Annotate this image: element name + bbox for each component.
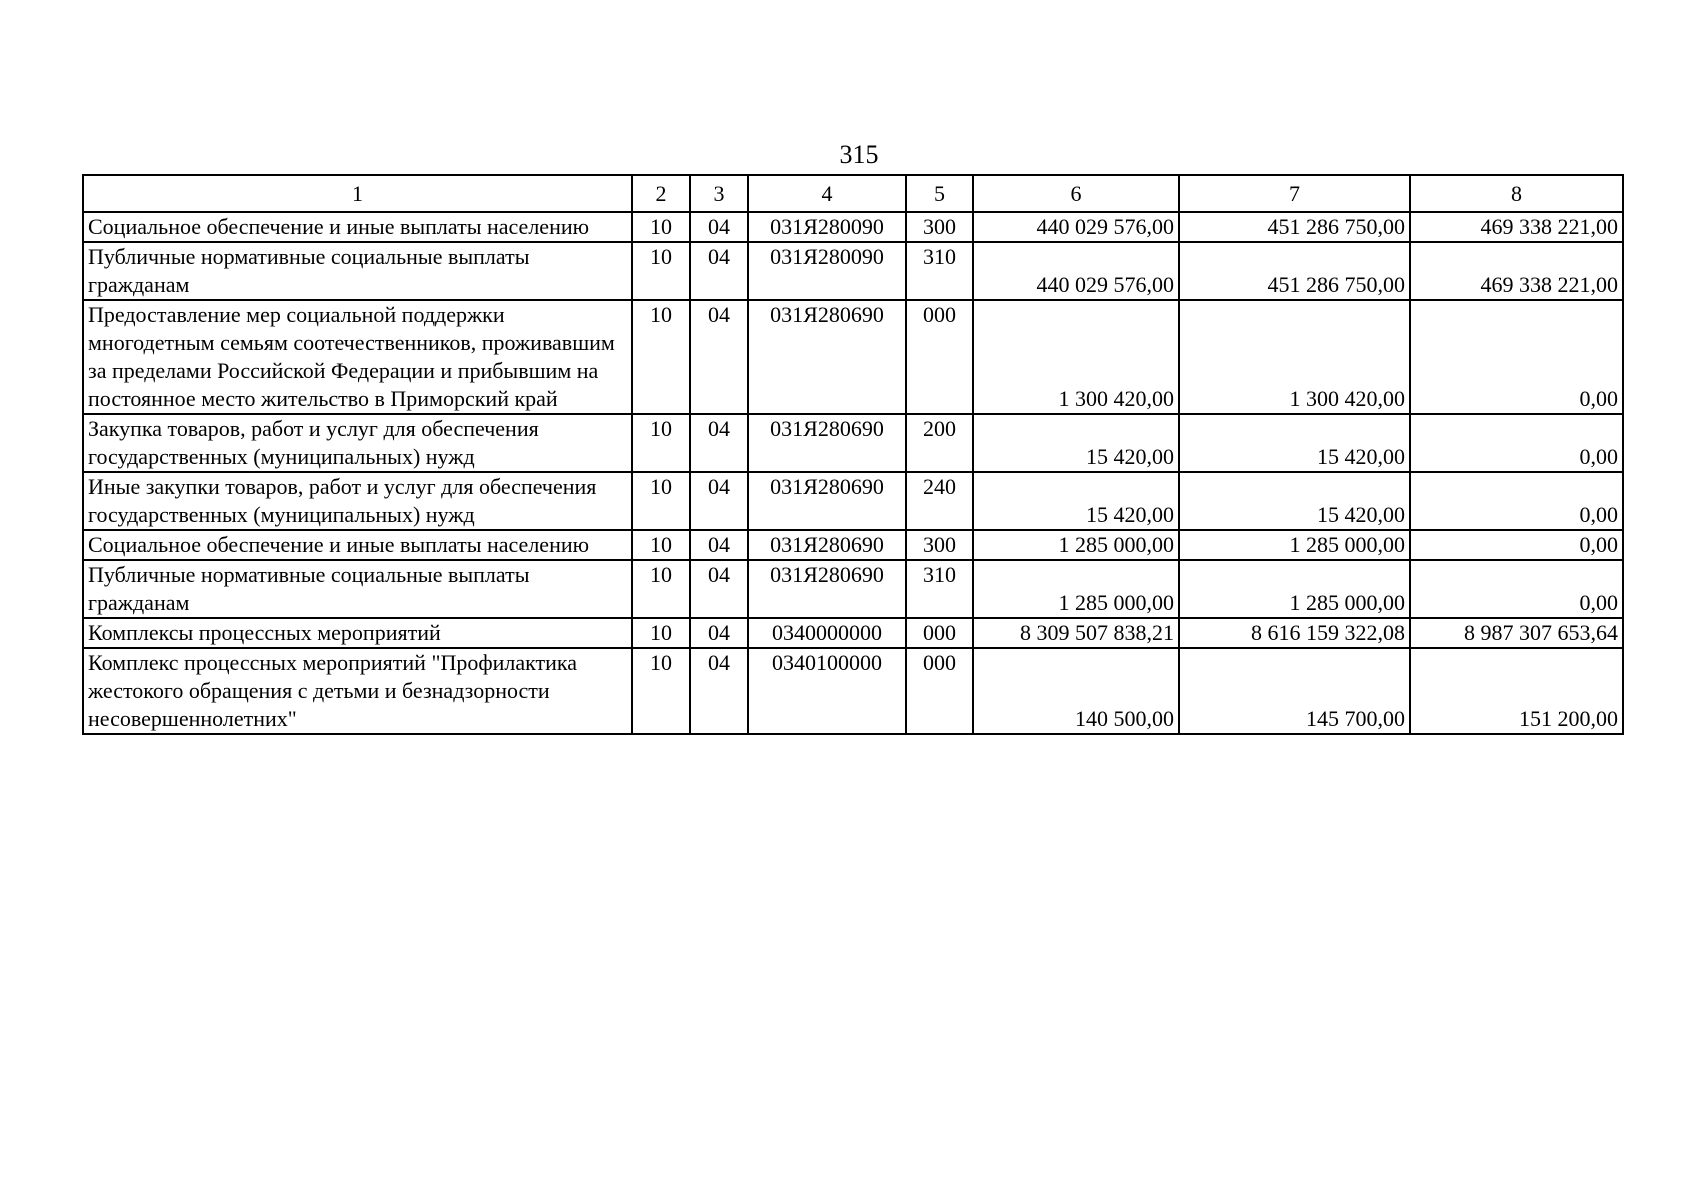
amount-year-2-cell: 15 420,00 — [1179, 414, 1410, 472]
expense-type-cell: 200 — [906, 414, 973, 472]
table-row — [83, 472, 1623, 530]
amount-year-3-cell: 469 338 221,00 — [1410, 212, 1623, 242]
amount-year-1-cell: 15 420,00 — [973, 414, 1179, 472]
section-cell: 10 — [632, 648, 690, 734]
table-row — [83, 560, 1623, 618]
target-article-cell: 031Я280090 — [748, 242, 906, 300]
target-article-cell: 031Я280090 — [748, 212, 906, 242]
expense-type-cell: 300 — [906, 530, 973, 560]
expense-type-cell: 310 — [906, 560, 973, 618]
amount-year-3-cell: 0,00 — [1410, 300, 1623, 414]
expense-type-cell: 240 — [906, 472, 973, 530]
target-article-cell: 031Я280690 — [748, 560, 906, 618]
name-cell: Публичные нормативные социальные выплаты гражданам — [83, 242, 632, 300]
table-row — [83, 242, 1623, 300]
column-header-6: 6 — [973, 175, 1179, 212]
amount-year-2-cell: 8 616 159 322,08 — [1179, 618, 1410, 648]
name-cell: Комплекс процессных мероприятий "Профилактика жестокого обращения с детьми и безнадзорности несовершеннолетних" — [83, 648, 632, 734]
name-cell: Социальное обеспечение и иные выплаты населению — [83, 530, 632, 560]
amount-year-1-cell: 140 500,00 — [973, 648, 1179, 734]
section-cell: 10 — [632, 300, 690, 414]
target-article-cell: 031Я280690 — [748, 472, 906, 530]
name-cell: Иные закупки товаров, работ и услуг для обеспечения государственных (муниципальных) нужд — [83, 472, 632, 530]
table-row — [83, 414, 1623, 472]
amount-year-3-cell: 469 338 221,00 — [1410, 242, 1623, 300]
amount-year-1-cell: 1 285 000,00 — [973, 560, 1179, 618]
column-header-4: 4 — [748, 175, 906, 212]
page-number: 315 — [839, 140, 879, 169]
expense-type-cell: 000 — [906, 618, 973, 648]
amount-year-2-cell: 145 700,00 — [1179, 648, 1410, 734]
target-article-cell: 0340000000 — [748, 618, 906, 648]
expense-type-cell: 000 — [906, 300, 973, 414]
target-article-cell: 031Я280690 — [748, 414, 906, 472]
amount-year-2-cell: 451 286 750,00 — [1179, 242, 1410, 300]
subsection-cell: 04 — [690, 472, 748, 530]
section-cell: 10 — [632, 560, 690, 618]
name-cell: Публичные нормативные социальные выплаты гражданам — [83, 560, 632, 618]
target-article-cell: 0340100000 — [748, 648, 906, 734]
amount-year-3-cell: 151 200,00 — [1410, 648, 1623, 734]
section-cell: 10 — [632, 212, 690, 242]
amount-year-3-cell: 0,00 — [1410, 560, 1623, 618]
column-header-1: 1 — [83, 175, 632, 212]
amount-year-1-cell: 1 285 000,00 — [973, 530, 1179, 560]
section-cell: 10 — [632, 242, 690, 300]
subsection-cell: 04 — [690, 242, 748, 300]
amount-year-1-cell: 440 029 576,00 — [973, 212, 1179, 242]
amount-year-2-cell: 451 286 750,00 — [1179, 212, 1410, 242]
table-row — [83, 212, 1623, 242]
target-article-cell: 031Я280690 — [748, 300, 906, 414]
subsection-cell: 04 — [690, 618, 748, 648]
section-cell: 10 — [632, 618, 690, 648]
subsection-cell: 04 — [690, 414, 748, 472]
amount-year-2-cell: 1 285 000,00 — [1179, 530, 1410, 560]
section-cell: 10 — [632, 472, 690, 530]
amount-year-1-cell: 8 309 507 838,21 — [973, 618, 1179, 648]
expense-type-cell: 310 — [906, 242, 973, 300]
amount-year-1-cell: 1 300 420,00 — [973, 300, 1179, 414]
target-article-cell: 031Я280690 — [748, 530, 906, 560]
amount-year-3-cell: 0,00 — [1410, 530, 1623, 560]
column-header-2: 2 — [632, 175, 690, 212]
amount-year-1-cell: 440 029 576,00 — [973, 242, 1179, 300]
section-cell: 10 — [632, 530, 690, 560]
subsection-cell: 04 — [690, 300, 748, 414]
table-row — [83, 530, 1623, 560]
subsection-cell: 04 — [690, 648, 748, 734]
section-cell: 10 — [632, 414, 690, 472]
amount-year-2-cell: 1 300 420,00 — [1179, 300, 1410, 414]
budget-table — [82, 174, 1624, 735]
subsection-cell: 04 — [690, 560, 748, 618]
subsection-cell: 04 — [690, 530, 748, 560]
amount-year-3-cell: 0,00 — [1410, 472, 1623, 530]
amount-year-2-cell: 1 285 000,00 — [1179, 560, 1410, 618]
column-header-7: 7 — [1179, 175, 1410, 212]
table-header-row — [83, 175, 1623, 212]
column-header-3: 3 — [690, 175, 748, 212]
column-header-5: 5 — [906, 175, 973, 212]
amount-year-3-cell: 0,00 — [1410, 414, 1623, 472]
amount-year-1-cell: 15 420,00 — [973, 472, 1179, 530]
name-cell: Закупка товаров, работ и услуг для обеспечения государственных (муниципальных) нужд — [83, 414, 632, 472]
expense-type-cell: 000 — [906, 648, 973, 734]
table-row — [83, 618, 1623, 648]
name-cell: Комплексы процессных мероприятий — [83, 618, 632, 648]
subsection-cell: 04 — [690, 212, 748, 242]
column-header-8: 8 — [1410, 175, 1623, 212]
table-row — [83, 648, 1623, 734]
amount-year-2-cell: 15 420,00 — [1179, 472, 1410, 530]
table-row — [83, 300, 1623, 414]
name-cell: Предоставление мер социальной поддержки многодетным семьям соотечественников, проживавшим за пределами Российской Федерации и прибывшим на постоянное место жительство в Приморский край — [83, 300, 632, 414]
expense-type-cell: 300 — [906, 212, 973, 242]
name-cell: Социальное обеспечение и иные выплаты населению — [83, 212, 632, 242]
amount-year-3-cell: 8 987 307 653,64 — [1410, 618, 1623, 648]
